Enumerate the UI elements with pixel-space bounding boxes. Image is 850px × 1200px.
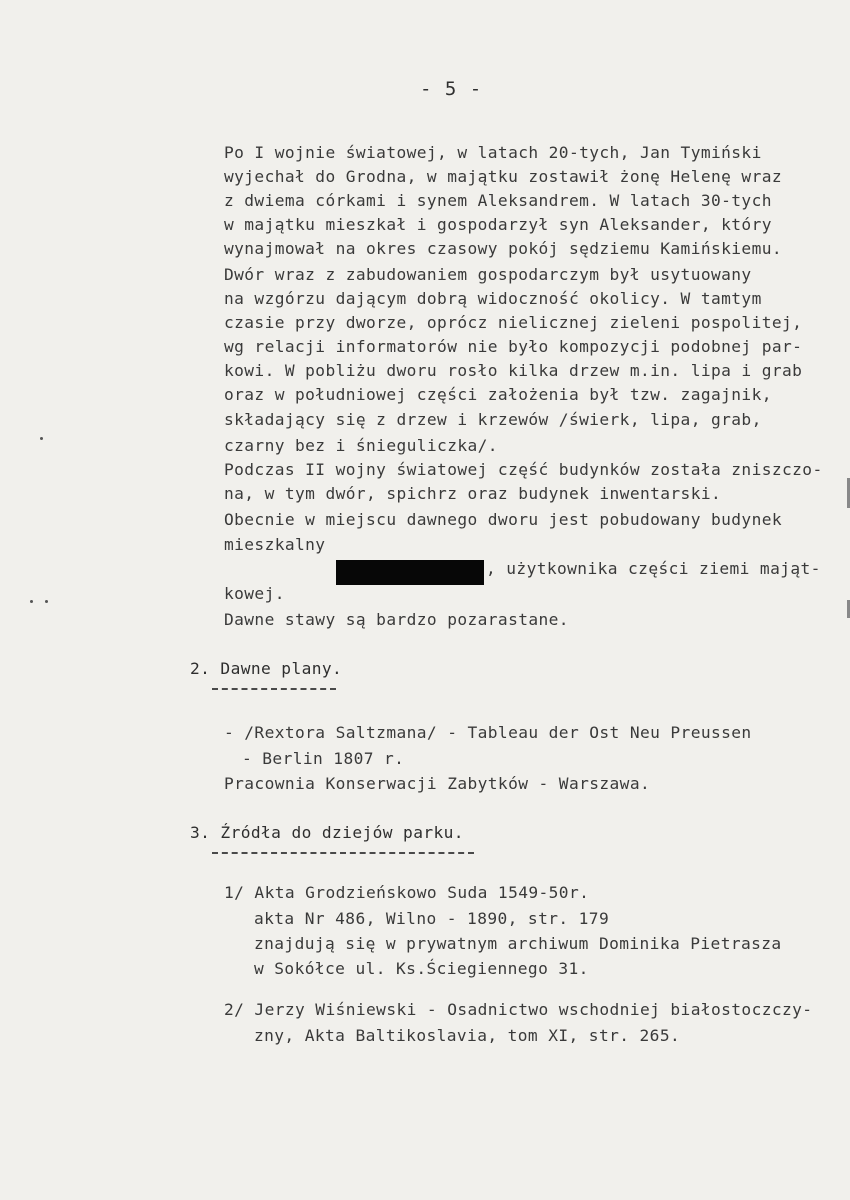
paragraph-line: w majątku mieszkał i gospodarzył syn Aleksander, który: [224, 215, 772, 234]
source-line: akta Nr 486, Wilno - 1890, str. 179: [254, 909, 610, 928]
paragraph-line: Po I wojnie światowej, w latach 20-tych, Jan Tymiński: [224, 143, 762, 162]
section-heading: 2. Dawne plany.: [190, 659, 343, 678]
paragraph-line: kowej.: [224, 584, 285, 603]
heading-underline: [212, 688, 336, 690]
redaction-bar: [336, 560, 484, 585]
source-line: 2/ Jerzy Wiśniewski - Osadnictwo wschodniej białostoczczy-: [224, 1000, 813, 1019]
heading-underline: [212, 852, 474, 854]
paragraph-line: Dawne stawy są bardzo pozarastane.: [224, 610, 569, 629]
plan-line: Pracownia Konserwacji Zabytków - Warszawa.: [224, 774, 651, 793]
plan-line: - /Rextora Saltzmana/ - Tableau der Ost Neu Preussen: [224, 723, 752, 742]
paragraph-line: czarny bez i śnieguliczka/.: [224, 436, 498, 455]
margin-mark: [40, 437, 43, 440]
paragraph-line: czasie przy dworze, oprócz nielicznej zieleni pospolitej,: [224, 313, 803, 332]
margin-mark: [30, 600, 33, 603]
paragraph-line: mieszkalny: [224, 535, 326, 554]
paragraph-line: wynajmował na okres czasowy pokój sędziemu Kamińskiemu.: [224, 239, 783, 258]
paragraph-line: z dwiema córkami i synem Aleksandrem. W latach 30-tych: [224, 191, 772, 210]
paragraph-line: składający się z drzew i krzewów /świerk, lipa, grab,: [224, 410, 762, 429]
source-line: znajdują się w prywatnym archiwum Dominika Pietrasza: [254, 934, 782, 953]
paragraph-line: Obecnie w miejscu dawnego dworu jest pobudowany budynek: [224, 510, 783, 529]
section-heading: 3. Źródła do dziejów parku.: [190, 823, 464, 842]
source-line: w Sokółce ul. Ks.Ściegiennego 31.: [254, 959, 589, 978]
page-number: - 5 -: [420, 78, 483, 100]
paragraph-line: , użytkownika części ziemi mająt-: [486, 559, 821, 578]
paragraph-line: Podczas II wojny światowej część budynków została zniszczo-: [224, 460, 823, 479]
paragraph-line: na, w tym dwór, spichrz oraz budynek inwentarski.: [224, 484, 722, 503]
source-line: zny, Akta Baltikoslavia, tom XI, str. 265.: [254, 1026, 681, 1045]
margin-mark: [45, 600, 48, 603]
paragraph-line: wg relacji informatorów nie było kompozycji podobnej par-: [224, 337, 803, 356]
paragraph-line: na wzgórzu dającym dobrą widoczność okolicy. W tamtym: [224, 289, 762, 308]
paragraph-line: wyjechał do Grodna, w majątku zostawił żonę Helenę wraz: [224, 167, 783, 186]
paragraph-line: oraz w południowej części założenia był tzw. zagajnik,: [224, 385, 772, 404]
source-line: 1/ Akta Grodzieńskowo Suda 1549-50r.: [224, 883, 590, 902]
plan-line: - Berlin 1807 r.: [242, 749, 405, 768]
paragraph-line: Dwór wraz z zabudowaniem gospodarczym był usytuowany: [224, 265, 752, 284]
paragraph-line: kowi. W pobliżu dworu rosło kilka drzew m.in. lipa i grab: [224, 361, 803, 380]
